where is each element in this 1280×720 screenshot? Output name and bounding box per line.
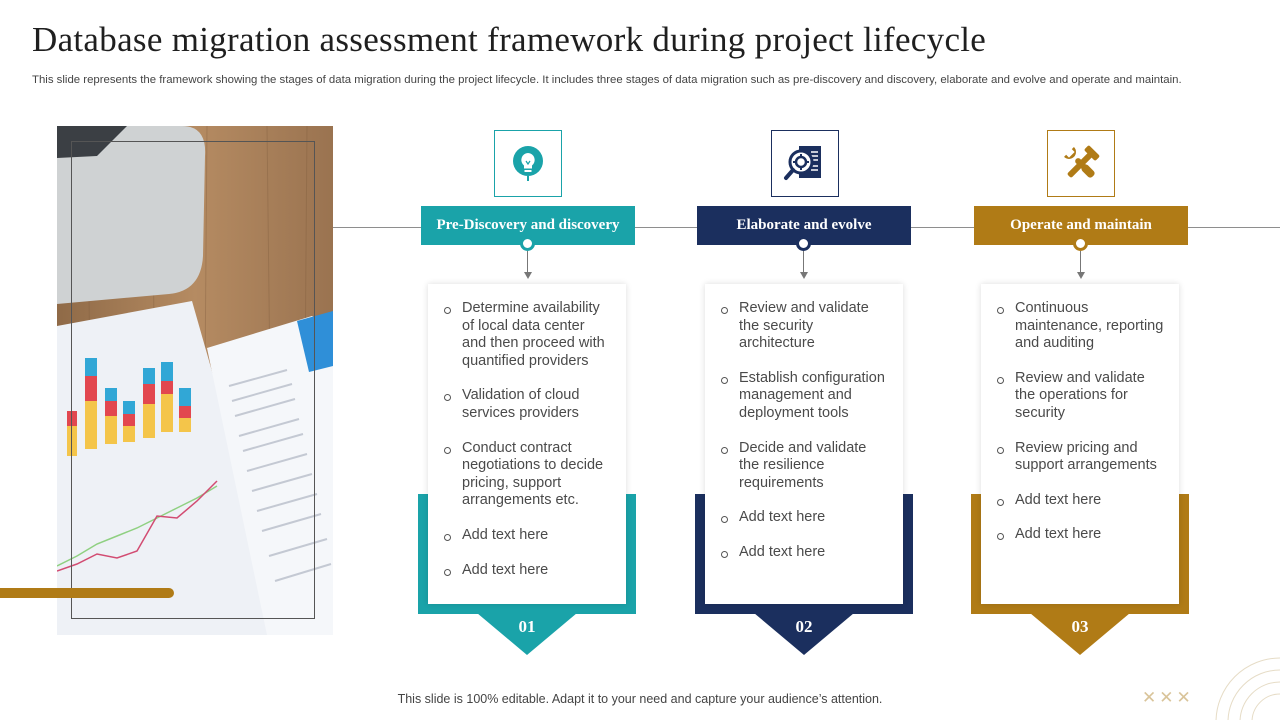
stage-1-item: Validation of cloud services providers	[442, 387, 612, 422]
accent-bar	[0, 588, 174, 598]
office-desk-photo	[57, 126, 333, 635]
stage-2-item: Add text here	[719, 544, 889, 562]
stage-3-item: Add text here	[995, 526, 1165, 544]
page-subtitle: This slide represents the framework showing the stages of data migration during the project lifecycle. It includes three stages of data migration such as pre-discovery and discovery, elaborate and evolve and operate and maintain.	[32, 74, 1182, 86]
stage-2-connector	[803, 251, 804, 273]
stage-3-connector	[1080, 251, 1081, 273]
page-title: Database migration assessment framework during project lifecycle	[32, 20, 987, 59]
stage-3-number: 03	[1071, 617, 1089, 636]
stage-3-item: Review pricing and support arrangements	[995, 440, 1165, 475]
footer-note: This slide is 100% editable. Adapt it to your need and capture your audience’s attention.	[397, 692, 883, 706]
stage-1-item: Add text here	[442, 562, 612, 580]
stage-2-icon-box	[771, 130, 839, 197]
stage-3-label: Operate and maintain	[974, 206, 1188, 245]
stage-2-number: 02	[795, 617, 813, 636]
stage-3-item: Add text here	[995, 492, 1165, 510]
stage-2-arrow	[800, 272, 808, 279]
stage-1-icon-box	[494, 130, 562, 197]
stage-2-label: Elaborate and evolve	[697, 206, 911, 245]
stage-3-number-tab	[1030, 613, 1130, 655]
stage-3-item: Review and validate the operations for security	[995, 370, 1165, 423]
stage-3-item: Continuous maintenance, reporting and auditing	[995, 300, 1165, 353]
document-gear-icon	[783, 144, 827, 184]
stage-1-card	[428, 284, 626, 604]
stage-2-number-tab	[754, 613, 854, 655]
stage-1-timeline-dot	[520, 236, 535, 251]
stage-3-timeline-dot	[1073, 236, 1088, 251]
stage-3-arrow	[1077, 272, 1085, 279]
stage-3-card	[981, 284, 1179, 604]
stage-2-item: Decide and validate the resilience requirements	[719, 440, 889, 493]
stage-1-number-tab	[477, 613, 577, 655]
tools-icon	[1060, 143, 1102, 185]
stage-1-item: Conduct contract negotiations to decide pricing, support arrangements etc.	[442, 440, 612, 510]
stage-1-connector	[527, 251, 528, 273]
stage-2-item: Establish configuration management and deployment tools	[719, 370, 889, 423]
stage-1-item: Determine availability of local data center and then proceed with quantified providers	[442, 300, 612, 370]
lightbulb-icon	[510, 145, 546, 183]
stage-2-item: Add text here	[719, 509, 889, 527]
decorative-x-marks: ✕✕✕	[1142, 688, 1194, 707]
stage-1-item: Add text here	[442, 527, 612, 545]
stage-2-timeline-dot	[796, 236, 811, 251]
stage-2-card	[705, 284, 903, 604]
decorative-rings-icon	[1212, 656, 1280, 720]
stage-1-arrow	[524, 272, 532, 279]
stage-1-label: Pre-Discovery and discovery	[421, 206, 635, 245]
stage-1-number: 01	[518, 617, 536, 636]
stage-2-item: Review and validate the security architecture	[719, 300, 889, 353]
stage-3-icon-box	[1047, 130, 1115, 197]
